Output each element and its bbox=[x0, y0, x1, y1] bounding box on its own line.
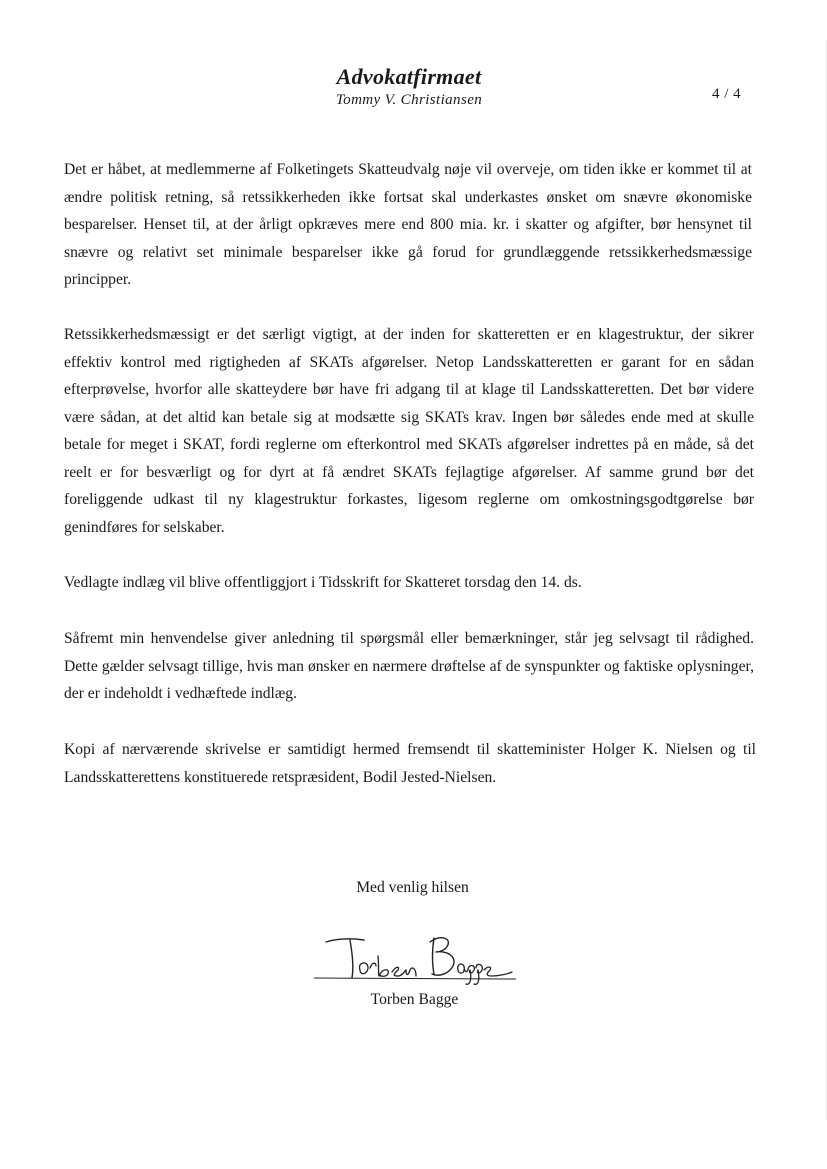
page-number: 4 / 4 bbox=[712, 86, 742, 102]
signer-name-text: Torben Bagge bbox=[370, 991, 459, 1008]
closing-greeting bbox=[0, 879, 827, 897]
paragraph-2: Retssikkerhedsmæssigt er det særligt vigtigt, at der inden for skatteretten er en klagestruktur, der sikrer effektiv kontrol med rigtigheden af SKATs afgørelser. Netop Landsskatteretten er garant for en sådan efterprøvelse, hvorfor alle skatteydere bør have fri adgang til at klage til Landsskatteretten. Det bør videre være sådan, at det altid kan betale sig at modsætte sig SKATs krav. Ingen bør således ende med at skulle betale for meget i SKAT, fordi reglerne om efterkontrol med SKATs afgørelser indrettes på en måde, så det reelt er for besværligt og for dyrt at få ændret SKATs fejlagtige afgørelser. Af samme grund bør det foreliggende udkast til ny klagestruktur forkastes, ligesom reglerne om omkostningsgodtgørelse bør genindføres for selskaber. bbox=[64, 326, 754, 536]
firm-name: Advokatfirmaet bbox=[336, 64, 482, 89]
paragraph-3: Vedlagte indlæg vil blive offentliggjort i Tidsskrift for Skatteret torsdag den 14. ds. bbox=[64, 574, 582, 591]
paragraph-1: Det er håbet, at medlemmerne af Folketingets Skatteudvalg nøje vil overveje, om tiden ikke er kommet til at ændre politisk retning, så retssikkerheden ikke fortsat skal underkastes ønsket om snævre økonomiske besparelser. Henset til, at der årligt opkræves mere end 800 mia. kr. i skatter og afgifter, bør hensynet til snævre og relativt set minimale besparelser ikke gå forud for grundlæggende retssikkerhedsmæssige principper. bbox=[64, 161, 752, 288]
signer-name bbox=[0, 991, 827, 1009]
paragraph-5: Kopi af nærværende skrivelse er samtidigt hermed fremsendt til skatteminister Holger K. Nielsen og til Landsskatterettens konstituerede retspræsident, Bodil Jested-Nielsen. bbox=[64, 741, 756, 786]
paragraph-4: Såfremt min henvendelse giver anledning til spørgsmål eller bemærkninger, står jeg selvsagt til rådighed. Dette gælder selvsagt tillige, hvis man ønsker en nærmere drøftelse af de synspunkter og faktiske oplysninger, der er indeholdt i vedhæftede indlæg. bbox=[64, 630, 754, 702]
handwritten-signature bbox=[312, 930, 518, 988]
closing-text: Med venlig hilsen bbox=[356, 879, 469, 896]
firm-owner: Tommy V. Christiansen bbox=[335, 92, 483, 108]
